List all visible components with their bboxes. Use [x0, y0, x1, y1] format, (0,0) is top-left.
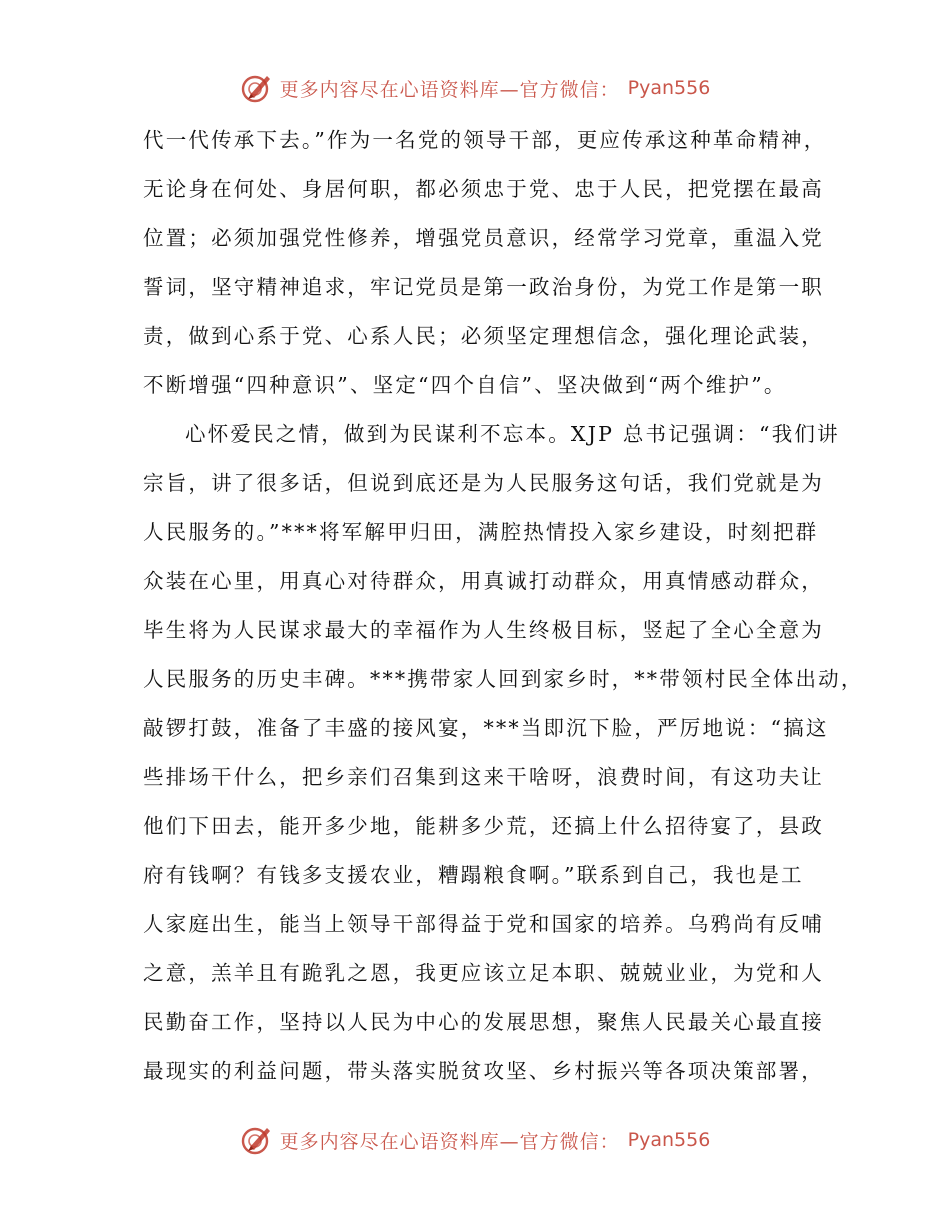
body-line: 代一代传承下去。”作为一名党的领导干部，更应传承这种革命精神，	[143, 128, 827, 152]
body-line: 责，做到心系于党、心系人民；必须坚定理想信念，强化理论武装，	[143, 324, 824, 348]
footer-watermark	[0, 1120, 950, 1160]
body-line: 他们下田去，能开多少地，能耕多少荒，还搞上什么招待宴了，县政	[143, 814, 824, 838]
body-line: 众装在心里，用真心对待群众，用真诚打动群众，用真情感动群众，	[143, 569, 824, 593]
watermark-brand: Pyan556	[627, 77, 711, 99]
body-line: 无论身在何处、身居何职，都必须忠于党、忠于人民，把党摆在最高	[143, 177, 824, 201]
watermark-brand: Pyan556	[627, 1129, 711, 1151]
body-line: 人家庭出生，能当上领导干部得益于党和国家的培养。乌鸦尚有反哺	[143, 912, 824, 936]
watermark-text: 更多内容尽在心语资料库—官方微信：	[279, 78, 620, 101]
document-body	[143, 116, 864, 1096]
body-line: 些排场干什么，把乡亲们召集到这来干啥呀，浪费时间，有这功夫让	[143, 765, 824, 789]
body-line: 誓词，坚守精神追求，牢记党员是第一政治身份，为党工作是第一职	[143, 275, 824, 299]
body-line: 府有钱啊？有钱多支援农业，糟蹋粮食啊。”联系到自己，我也是工	[143, 863, 804, 887]
quill-pen-logo-icon	[240, 71, 274, 105]
body-line: 民勤奋工作，坚持以人民为中心的发展思想，聚焦人民最关心最直接	[143, 1010, 824, 1034]
header-watermark	[0, 68, 950, 108]
body-line: 敲锣打鼓，准备了丰盛的接风宴，***当即沉下脸，严厉地说：“搞这	[143, 716, 829, 740]
body-line: 人民服务的。”***将军解甲归田，满腔热情投入家乡建设，时刻把群	[143, 520, 819, 544]
body-line: 毕生将为人民谋求最大的幸福作为人生终极目标，竖起了全心全意为	[143, 618, 824, 642]
quill-pen-logo-icon	[240, 1123, 274, 1157]
watermark-text: 更多内容尽在心语资料库—官方微信：	[279, 1130, 620, 1153]
paragraph-start-line: 心怀爱民之情，做到为民谋利不忘本。XJP 总书记强调：“我们讲	[185, 422, 840, 446]
body-line: 最现实的利益问题，带头落实脱贫攻坚、乡村振兴等各项决策部署，	[143, 1059, 824, 1083]
body-line: 之意，羔羊且有跪乳之恩，我更应该立足本职、兢兢业业，为党和人	[143, 961, 824, 985]
body-line: 宗旨，讲了很多话，但说到底还是为人民服务这句话，我们党就是为	[143, 471, 824, 495]
body-line: 不断增强“四种意识”、坚定“四个自信”、坚决做到“两个维护”。	[143, 373, 787, 397]
body-line: 位置；必须加强党性修养，增强党员意识，经常学习党章，重温入党	[143, 226, 824, 250]
body-line: 人民服务的历史丰碑。***携带家人回到家乡时，**带领村民全体出动，	[143, 667, 864, 691]
